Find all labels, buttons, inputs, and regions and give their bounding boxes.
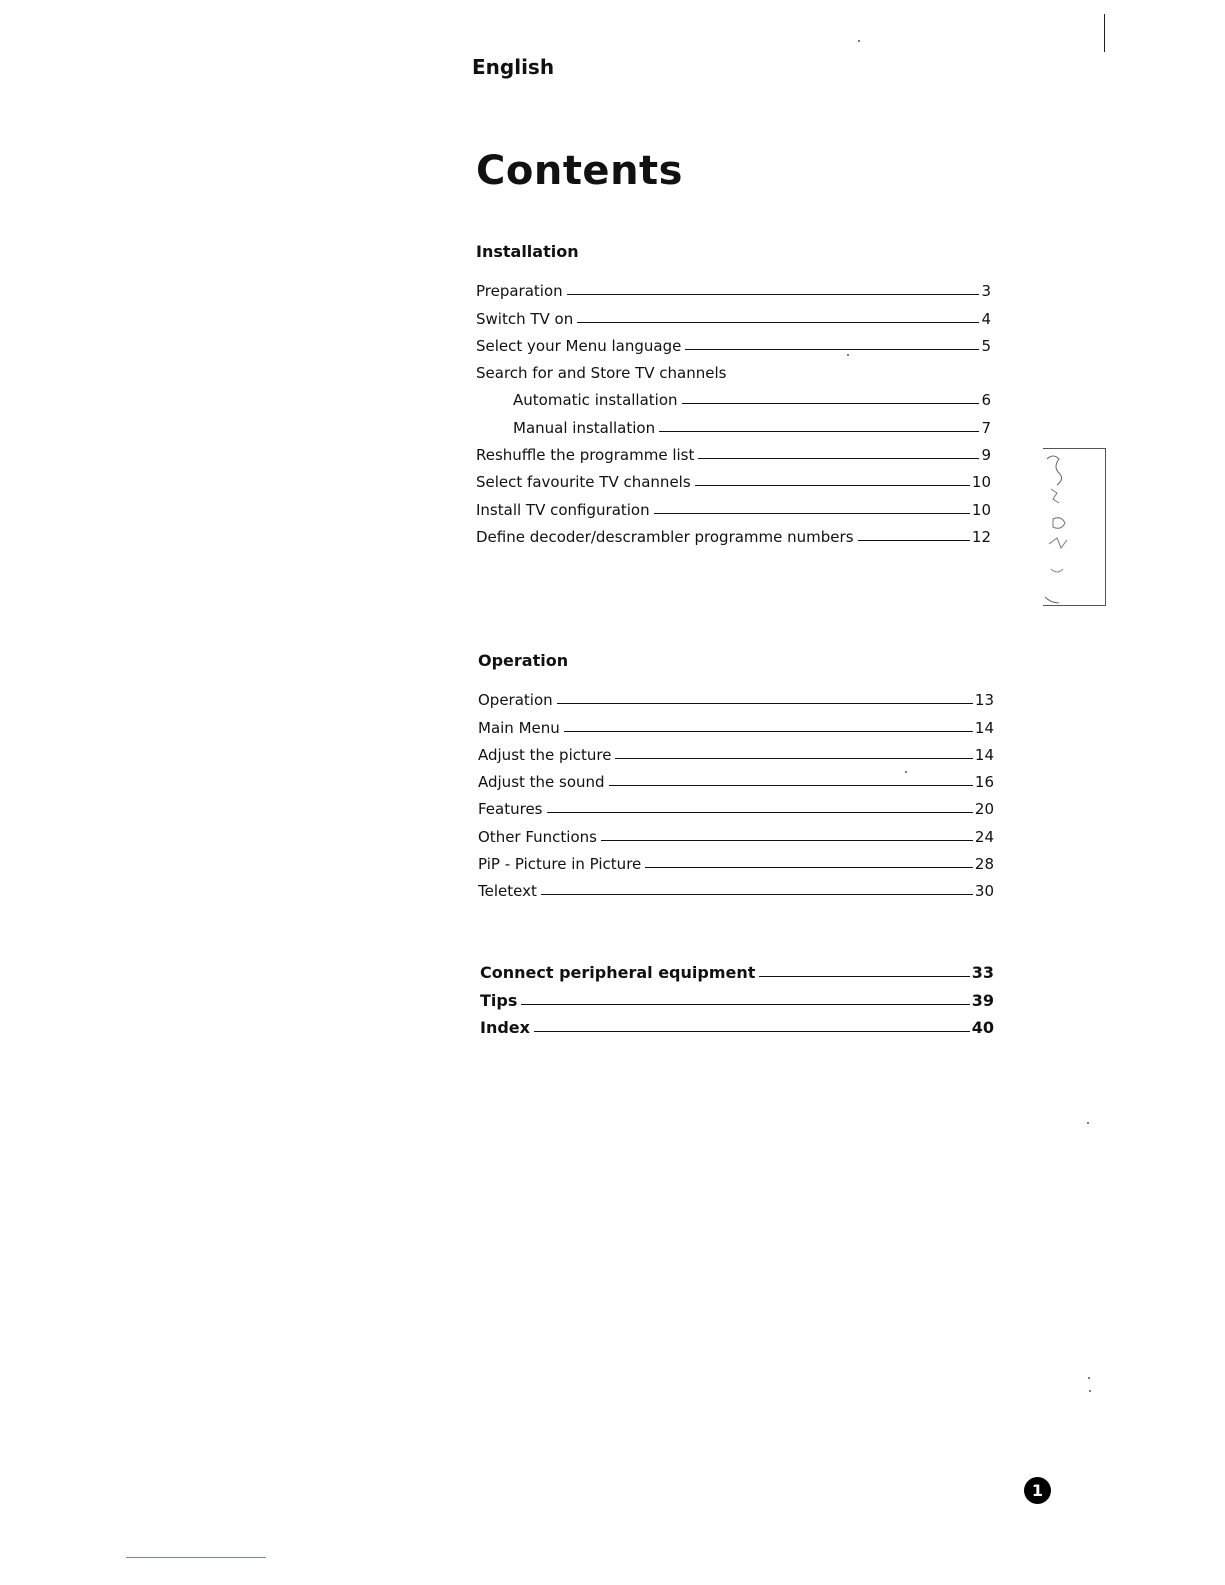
- toc-entry[interactable]: [478, 764, 994, 791]
- dot-leader: [534, 1030, 970, 1032]
- toc-entry-label: Define decoder/descrambler programme numbers: [476, 527, 854, 546]
- dot-leader: [645, 866, 973, 868]
- toc-entry-label: Install TV configuration: [476, 500, 650, 519]
- toc-entry-page: 14: [974, 745, 994, 764]
- dot-leader: [654, 512, 970, 514]
- toc-entry-label: PiP - Picture in Picture: [478, 855, 642, 874]
- dot-leader: [557, 702, 973, 704]
- toc-entry-page: 6: [981, 391, 991, 410]
- dot-leader: [615, 757, 972, 759]
- operation-section: [478, 650, 994, 900]
- toc-entry-label: Adjust the sound: [478, 773, 605, 792]
- dot-leader: [564, 730, 973, 732]
- toc-entry-page: 9: [981, 446, 991, 465]
- toc-entry-page: 13: [974, 691, 994, 710]
- toc-entry[interactable]: [478, 682, 994, 709]
- toc-entry-label: Index: [480, 1017, 530, 1037]
- toc-entry[interactable]: [476, 464, 991, 491]
- toc-entry[interactable]: [476, 437, 991, 464]
- dot-leader: [541, 893, 973, 895]
- toc-entry[interactable]: [476, 328, 991, 355]
- toc-subentry[interactable]: [476, 409, 991, 436]
- toc-entry-page: 12: [971, 527, 991, 546]
- scan-speck: [905, 771, 907, 773]
- toc-entry-label: Teletext: [478, 882, 537, 901]
- toc-entry-label: Search for and Store TV channels: [476, 364, 727, 383]
- toc-entry-page: 14: [974, 718, 994, 737]
- dot-leader: [609, 784, 973, 786]
- toc-group-heading: [476, 355, 991, 382]
- dot-leader: [695, 484, 970, 486]
- page-number-badge: 1: [1024, 1477, 1051, 1504]
- toc-entry-page: 28: [974, 855, 994, 874]
- toc-entry-page: 3: [981, 282, 991, 301]
- toc-entry[interactable]: [476, 273, 991, 300]
- appendix-section: [480, 955, 994, 1037]
- toc-entry-label: Main Menu: [478, 718, 560, 737]
- toc-entry-label: Manual installation: [513, 418, 656, 437]
- toc-entry[interactable]: [478, 846, 994, 873]
- toc-entry-page: 10: [971, 500, 991, 519]
- toc-entry-page: 10: [971, 473, 991, 492]
- toc-entry[interactable]: [478, 737, 994, 764]
- toc-entry-label: Operation: [478, 691, 553, 710]
- toc-entry-page: 4: [981, 309, 991, 328]
- toc-entry[interactable]: [480, 1010, 994, 1037]
- toc-entry-label: Tips: [480, 990, 518, 1010]
- toc-entry-page: 16: [974, 773, 994, 792]
- installation-section: [476, 241, 991, 546]
- toc-entry-label: Automatic installation: [513, 391, 678, 410]
- dot-leader: [685, 348, 979, 350]
- dot-leader: [547, 811, 973, 813]
- toc-entry[interactable]: [480, 955, 994, 982]
- scan-speck: [1087, 1122, 1089, 1124]
- toc-entry[interactable]: [478, 818, 994, 845]
- page-title: Contents: [476, 148, 683, 194]
- margin-mark: [1104, 14, 1105, 52]
- toc-entry-label: Connect peripheral equipment: [480, 963, 756, 983]
- toc-entry-page: 24: [974, 827, 994, 846]
- dot-leader: [601, 839, 973, 841]
- dot-leader: [577, 321, 979, 323]
- edge-tab-scribble: [1043, 449, 1105, 605]
- bottom-rule: [126, 1557, 266, 1558]
- toc-entry-label: Features: [478, 800, 543, 819]
- dot-leader: [759, 975, 969, 977]
- toc-entry[interactable]: [476, 300, 991, 327]
- scan-speck: [858, 40, 860, 42]
- scan-speck: [847, 354, 849, 356]
- section-heading-installation: Installation: [476, 242, 579, 261]
- toc-entry-label: Switch TV on: [476, 309, 574, 328]
- language-label: English: [472, 55, 555, 79]
- appendix-toc: [480, 955, 994, 1037]
- operation-toc: [478, 682, 994, 900]
- dot-leader: [521, 1003, 969, 1005]
- toc-entry[interactable]: [478, 791, 994, 818]
- toc-entry-page: 20: [974, 800, 994, 819]
- toc-entry[interactable]: [480, 982, 994, 1009]
- scan-speck: [1089, 1390, 1091, 1392]
- toc-entry-page: 33: [971, 963, 994, 983]
- toc-entry-page: 40: [971, 1017, 994, 1037]
- dot-leader: [682, 402, 979, 404]
- toc-entry-page: 5: [981, 336, 991, 355]
- toc-entry-label: Reshuffle the programme list: [476, 446, 695, 465]
- toc-entry-label: Preparation: [476, 282, 563, 301]
- toc-entry[interactable]: [478, 709, 994, 736]
- toc-entry-page: 39: [971, 990, 994, 1010]
- installation-toc: [476, 273, 991, 546]
- toc-entry-label: Select your Menu language: [476, 336, 682, 355]
- toc-entry-label: Select favourite TV channels: [476, 473, 691, 492]
- toc-entry-label: Other Functions: [478, 827, 597, 846]
- scan-speck: [1088, 1377, 1090, 1379]
- dot-leader: [659, 430, 979, 432]
- dot-leader: [730, 376, 979, 377]
- toc-entry[interactable]: [476, 519, 991, 546]
- toc-entry-page: 7: [981, 418, 991, 437]
- toc-entry-label: Adjust the picture: [478, 745, 612, 764]
- toc-subentry[interactable]: [476, 382, 991, 409]
- dot-leader: [567, 293, 979, 295]
- edge-tab-graphic: [1043, 448, 1106, 606]
- toc-entry[interactable]: [476, 491, 991, 518]
- dot-leader: [698, 457, 979, 459]
- section-heading-operation: Operation: [478, 651, 569, 670]
- toc-entry[interactable]: [478, 873, 994, 900]
- dot-leader: [858, 539, 970, 541]
- toc-entry-page: 30: [974, 882, 994, 901]
